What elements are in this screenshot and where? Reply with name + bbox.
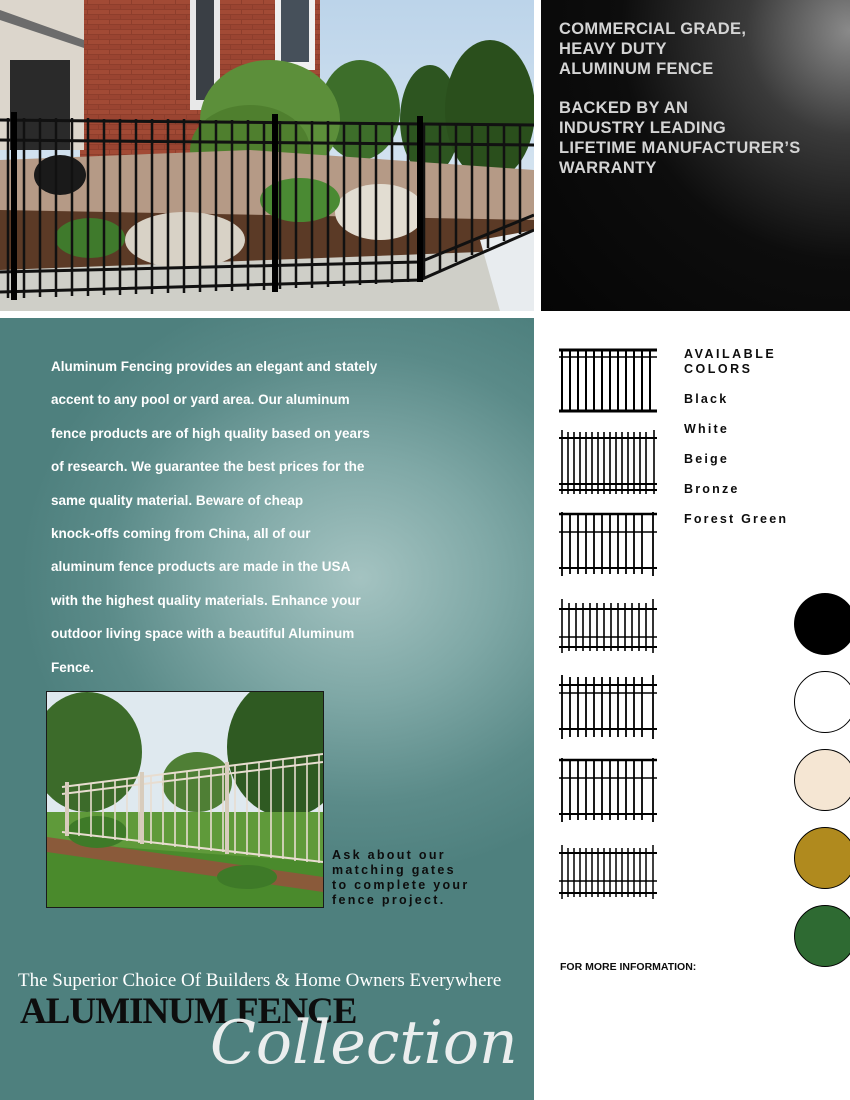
fence-style-icon [558, 510, 658, 578]
colors-heading-line: COLORS [684, 362, 753, 376]
color-swatch-white [794, 671, 850, 733]
intro-line: accent to any pool or yard area. Our aluminum [51, 392, 350, 408]
garden-fence-photo [46, 691, 324, 908]
colors-heading [684, 347, 776, 377]
intro-paragraph [51, 350, 411, 684]
gates-note-line: Ask about our [332, 848, 446, 862]
intro-line: aluminum fence products are made in the USA [51, 559, 351, 575]
fence-style-icon [558, 428, 658, 498]
color-swatch-bronze [794, 827, 850, 889]
color-swatch-forest-green [794, 905, 850, 967]
headline-warranty: BACKED BY AN INDUSTRY LEADING LIFETIME MANUFACTURER’S WARRANTY [559, 99, 801, 177]
headline-grade: COMMERCIAL GRADE, HEAVY DUTY ALUMINUM FENCE [559, 20, 747, 78]
description-panel [0, 318, 534, 1100]
color-swatch-black [794, 593, 850, 655]
more-info-label: FOR MORE INFORMATION: [560, 961, 697, 973]
intro-line: with the highest quality materials. Enhance your [51, 592, 361, 608]
color-swatch-beige [794, 749, 850, 811]
gates-note-line: to complete your [332, 878, 470, 892]
collection-script: Collection [210, 1008, 518, 1078]
fence-style-icon [558, 756, 658, 824]
fence-style-icon [558, 673, 658, 741]
intro-line: Fence. [51, 659, 94, 675]
tagline: The Superior Choice Of Builders & Home Owners Everywhere [18, 970, 502, 991]
intro-line: Aluminum Fencing provides an elegant and stately [51, 359, 378, 374]
fence-style-icon [558, 843, 658, 901]
intro-line: outdoor living space with a beautiful Aluminum [51, 626, 355, 642]
intro-line: fence products are of high quality based on years [51, 425, 370, 441]
color-name-beige: Beige [684, 452, 730, 466]
color-name-forest-green: Forest Green [684, 512, 789, 526]
hero-photo [0, 0, 534, 311]
gates-note-line: matching gates [332, 863, 456, 877]
color-name-bronze: Bronze [684, 482, 740, 496]
colors-heading-line: AVAILABLE [684, 347, 777, 361]
gates-note-line: fence project. [332, 893, 446, 907]
fence-style-icon [558, 347, 658, 415]
intro-line: knock-offs coming from China, all of our [51, 526, 311, 542]
gates-note [332, 848, 522, 908]
intro-line: of research. We guarantee the best prices for the [51, 459, 365, 475]
intro-line: same quality material. Beware of cheap [51, 492, 304, 508]
collection-title: ALUMINUM FENCE [20, 991, 357, 1032]
color-name-white: White [684, 422, 730, 436]
fence-style-icon [558, 597, 658, 655]
headline-panel [541, 0, 850, 311]
color-name-black: Black [684, 392, 729, 406]
